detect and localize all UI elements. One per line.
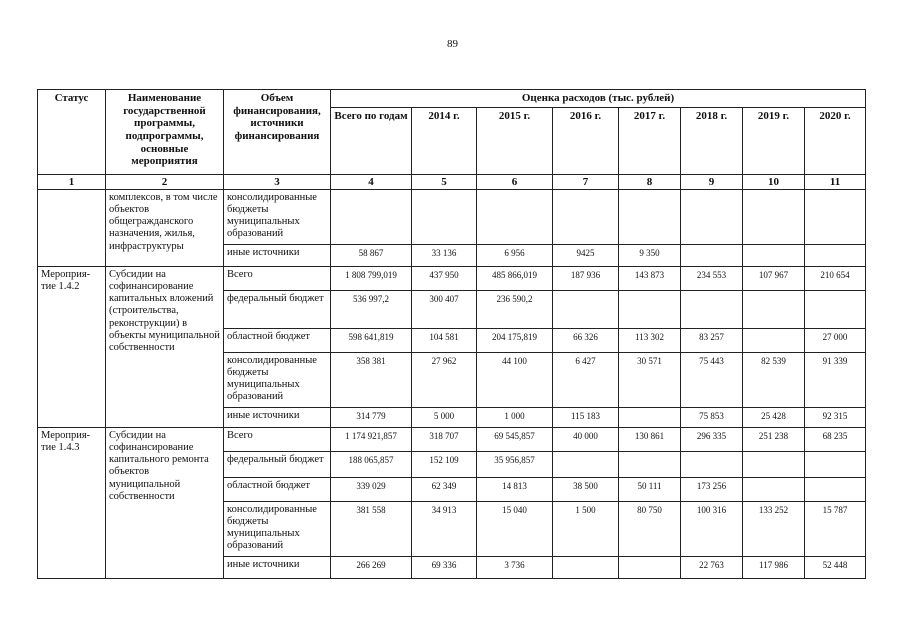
column-index: 10: [743, 174, 805, 190]
column-index: 7: [553, 174, 619, 190]
value-cell: 91 339: [805, 353, 866, 408]
value-cell: 9 350: [619, 245, 681, 267]
header-row: [38, 90, 866, 108]
value-cell: 15 787: [805, 502, 866, 557]
value-cell: 104 581: [412, 329, 477, 353]
column-index: 5: [412, 174, 477, 190]
value-cell: 9425: [553, 245, 619, 267]
header-status: Статус: [38, 90, 106, 175]
value-cell: [743, 478, 805, 502]
header-year: 2017 г.: [619, 107, 681, 174]
value-cell: 92 315: [805, 408, 866, 428]
value-cell: 33 136: [412, 245, 477, 267]
value-cell: 82 539: [743, 353, 805, 408]
value-cell: [553, 190, 619, 245]
value-cell: 210 654: [805, 267, 866, 291]
source-cell: областной бюджет: [224, 329, 331, 353]
value-cell: 318 707: [412, 428, 477, 452]
value-cell: 536 997,2: [331, 291, 412, 329]
value-cell: [412, 190, 477, 245]
column-index: 11: [805, 174, 866, 190]
value-cell: 34 913: [412, 502, 477, 557]
value-cell: [553, 291, 619, 329]
value-cell: 143 873: [619, 267, 681, 291]
measure-name: комплексов, в том числе объектов общегражданского назначения, жилья, инфраструктуры: [106, 190, 224, 267]
value-cell: 236 590,2: [477, 291, 553, 329]
value-cell: [619, 408, 681, 428]
value-cell: 69 545,857: [477, 428, 553, 452]
value-cell: 187 936: [553, 267, 619, 291]
value-cell: [743, 291, 805, 329]
value-cell: 6 956: [477, 245, 553, 267]
value-cell: 152 109: [412, 452, 477, 478]
value-cell: 1 174 921,857: [331, 428, 412, 452]
value-cell: 107 967: [743, 267, 805, 291]
table-row: [38, 267, 866, 291]
value-cell: 58 867: [331, 245, 412, 267]
header-name: Наименование государственной программы, подпрограммы, основные мероприятия: [106, 90, 224, 175]
header-year: 2015 г.: [477, 107, 553, 174]
header-year: 2018 г.: [681, 107, 743, 174]
value-cell: 14 813: [477, 478, 553, 502]
header-year: 2016 г.: [553, 107, 619, 174]
value-cell: 5 000: [412, 408, 477, 428]
value-cell: 50 111: [619, 478, 681, 502]
value-cell: [619, 291, 681, 329]
value-cell: 66 326: [553, 329, 619, 353]
column-index: 3: [224, 174, 331, 190]
value-cell: 100 316: [681, 502, 743, 557]
value-cell: 117 986: [743, 557, 805, 579]
value-cell: [681, 291, 743, 329]
value-cell: 266 269: [331, 557, 412, 579]
value-cell: [805, 452, 866, 478]
budget-table: [37, 89, 866, 579]
value-cell: 3 736: [477, 557, 553, 579]
value-cell: 130 861: [619, 428, 681, 452]
value-cell: 68 235: [805, 428, 866, 452]
table-row: [38, 190, 866, 245]
header-volume: Объем финансирования, источники финансирования: [224, 90, 331, 175]
value-cell: [331, 190, 412, 245]
value-cell: 25 428: [743, 408, 805, 428]
value-cell: [681, 452, 743, 478]
value-cell: 133 252: [743, 502, 805, 557]
value-cell: 381 558: [331, 502, 412, 557]
source-cell: иные источники: [224, 408, 331, 428]
value-cell: 314 779: [331, 408, 412, 428]
value-cell: 75 853: [681, 408, 743, 428]
column-index-row: [38, 174, 866, 190]
value-cell: 27 962: [412, 353, 477, 408]
value-cell: 437 950: [412, 267, 477, 291]
column-index: 9: [681, 174, 743, 190]
status-cell: [38, 190, 106, 267]
value-cell: [681, 190, 743, 245]
status-cell: Мероприя-тие 1.4.2: [38, 267, 106, 428]
value-cell: [619, 452, 681, 478]
measure-name: Субсидии на софинансирование капитальных вложений (строительства, реконструкции) в объекты муниципальной собственности: [106, 267, 224, 428]
header-year: 2014 г.: [412, 107, 477, 174]
value-cell: [743, 245, 805, 267]
value-cell: [743, 190, 805, 245]
source-cell: консолидированные бюджеты муниципальных образований: [224, 190, 331, 245]
measure-name: Субсидии на софинансирование капитального ремонта объектов муниципальной собственности: [106, 428, 224, 579]
value-cell: 339 029: [331, 478, 412, 502]
value-cell: [805, 245, 866, 267]
value-cell: 22 763: [681, 557, 743, 579]
value-cell: 83 257: [681, 329, 743, 353]
source-cell: иные источники: [224, 557, 331, 579]
value-cell: 38 500: [553, 478, 619, 502]
column-index: 2: [106, 174, 224, 190]
header-total: Всего по годам: [331, 107, 412, 174]
value-cell: [805, 291, 866, 329]
header-estimate: Оценка расходов (тыс. рублей): [331, 90, 866, 108]
column-index: 4: [331, 174, 412, 190]
source-cell: областной бюджет: [224, 478, 331, 502]
header-year: 2019 г.: [743, 107, 805, 174]
value-cell: 69 336: [412, 557, 477, 579]
value-cell: 173 256: [681, 478, 743, 502]
value-cell: 358 381: [331, 353, 412, 408]
value-cell: [805, 478, 866, 502]
page-number: 89: [447, 38, 458, 50]
value-cell: 251 238: [743, 428, 805, 452]
column-index: 8: [619, 174, 681, 190]
value-cell: [477, 190, 553, 245]
value-cell: [681, 245, 743, 267]
value-cell: 1 500: [553, 502, 619, 557]
source-cell: иные источники: [224, 245, 331, 267]
source-cell: консолидированные бюджеты муниципальных образований: [224, 502, 331, 557]
column-index: 1: [38, 174, 106, 190]
value-cell: 1 000: [477, 408, 553, 428]
value-cell: [553, 452, 619, 478]
value-cell: 485 866,019: [477, 267, 553, 291]
value-cell: 27 000: [805, 329, 866, 353]
source-cell: Всего: [224, 267, 331, 291]
source-cell: консолидированные бюджеты муниципальных образований: [224, 353, 331, 408]
status-cell: Мероприя-тие 1.4.3: [38, 428, 106, 579]
value-cell: 300 407: [412, 291, 477, 329]
column-index: 6: [477, 174, 553, 190]
value-cell: 296 335: [681, 428, 743, 452]
header-year: 2020 г.: [805, 107, 866, 174]
value-cell: 204 175,819: [477, 329, 553, 353]
value-cell: 113 302: [619, 329, 681, 353]
value-cell: 40 000: [553, 428, 619, 452]
value-cell: 80 750: [619, 502, 681, 557]
value-cell: 15 040: [477, 502, 553, 557]
value-cell: 44 100: [477, 353, 553, 408]
value-cell: 188 065,857: [331, 452, 412, 478]
value-cell: [805, 190, 866, 245]
value-cell: [743, 329, 805, 353]
source-cell: федеральный бюджет: [224, 291, 331, 329]
value-cell: 52 448: [805, 557, 866, 579]
source-cell: федеральный бюджет: [224, 452, 331, 478]
value-cell: 1 808 799,019: [331, 267, 412, 291]
value-cell: [619, 557, 681, 579]
value-cell: 234 553: [681, 267, 743, 291]
value-cell: 598 641,819: [331, 329, 412, 353]
value-cell: [619, 190, 681, 245]
value-cell: 75 443: [681, 353, 743, 408]
value-cell: 115 183: [553, 408, 619, 428]
value-cell: 6 427: [553, 353, 619, 408]
value-cell: [553, 557, 619, 579]
value-cell: 35 956,857: [477, 452, 553, 478]
value-cell: 30 571: [619, 353, 681, 408]
value-cell: 62 349: [412, 478, 477, 502]
source-cell: Всего: [224, 428, 331, 452]
value-cell: [743, 452, 805, 478]
table-row: [38, 428, 866, 452]
